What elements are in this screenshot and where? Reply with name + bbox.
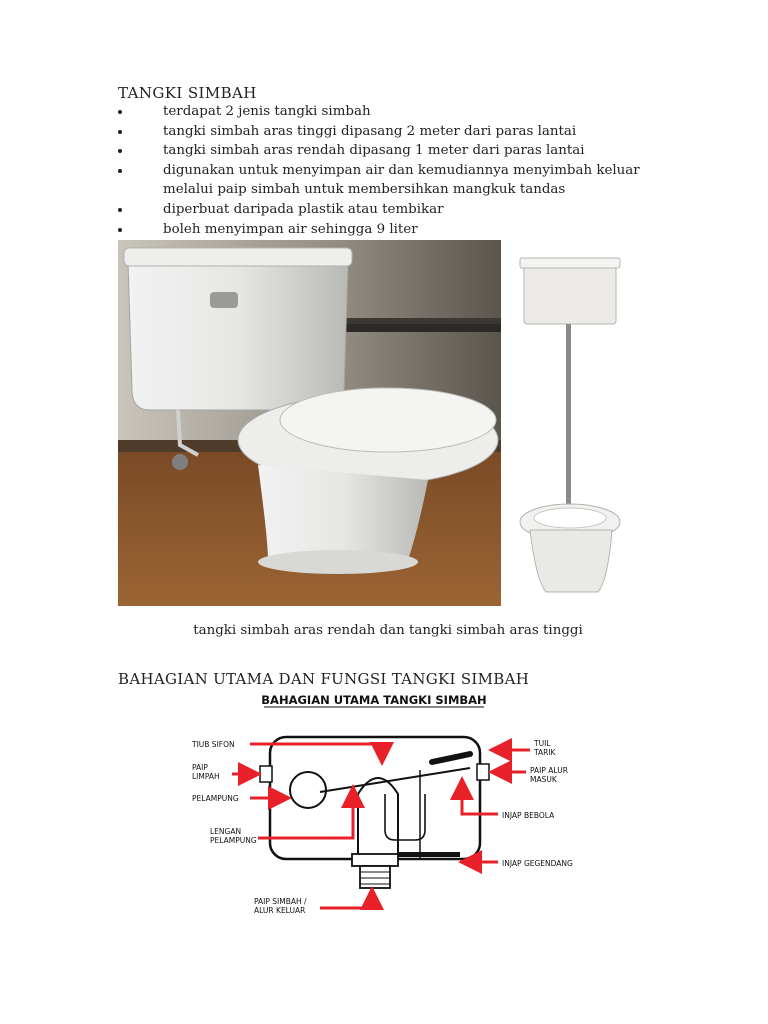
bullet-item: digunakan untuk menyimpan air dan kemudiannya menyimbah keluar melalui paip simbah untuk membersihkan mangkuk tandas [118, 161, 658, 200]
high-level-cistern-photo [506, 250, 636, 606]
section-title: BAHAGIAN UTAMA DAN FUNGSI TANGKI SIMBAH [118, 670, 530, 688]
page-heading: TANGKI SIMBAH [118, 84, 257, 102]
label-pelampung: PELAMPUNG [192, 794, 239, 803]
label-tuil-tarik: TARIK [534, 748, 556, 757]
bullet-item: tangki simbah aras tinggi dipasang 2 meter dari paras lantai [118, 122, 658, 142]
label-tuil-tarik: TUIL [534, 739, 551, 748]
bullet-list [118, 102, 658, 239]
photo-caption: tangki simbah aras rendah dan tangki simbah aras tinggi [193, 623, 583, 638]
low-level-cistern-photo [118, 240, 501, 606]
bullet-item: diperbuat daripada plastik atau tembikar [118, 200, 658, 220]
cistern-parts-diagram [170, 690, 590, 930]
bullet-item: boleh menyimpan air sehingga 9 liter [118, 220, 658, 240]
label-paip-simbah: ALUR KELUAR [254, 906, 306, 915]
label-injap-bebola: INJAP BEBOLA [502, 811, 555, 820]
label-paip-limpah: PAIP [192, 763, 208, 772]
bullet-item: terdapat 2 jenis tangki simbah [118, 102, 658, 122]
label-lengan-pelampung: LENGAN [210, 827, 242, 836]
label-tiub-sifon: TIUB SIFON [192, 740, 235, 749]
label-paip-alur-masuk: PAIP ALUR [530, 766, 568, 775]
label-paip-limpah: LIMPAH [192, 772, 220, 781]
label-paip-simbah: PAIP SIMBAH / [254, 897, 307, 906]
label-injap-gegendang: INJAP GEGENDANG [502, 859, 573, 868]
label-lengan-pelampung: PELAMPUNG [210, 836, 257, 845]
diagram-title: BAHAGIAN UTAMA TANGKI SIMBAH [261, 693, 487, 707]
label-paip-alur-masuk: MASUK [530, 775, 557, 784]
bullet-item: tangki simbah aras rendah dipasang 1 meter dari paras lantai [118, 141, 658, 161]
